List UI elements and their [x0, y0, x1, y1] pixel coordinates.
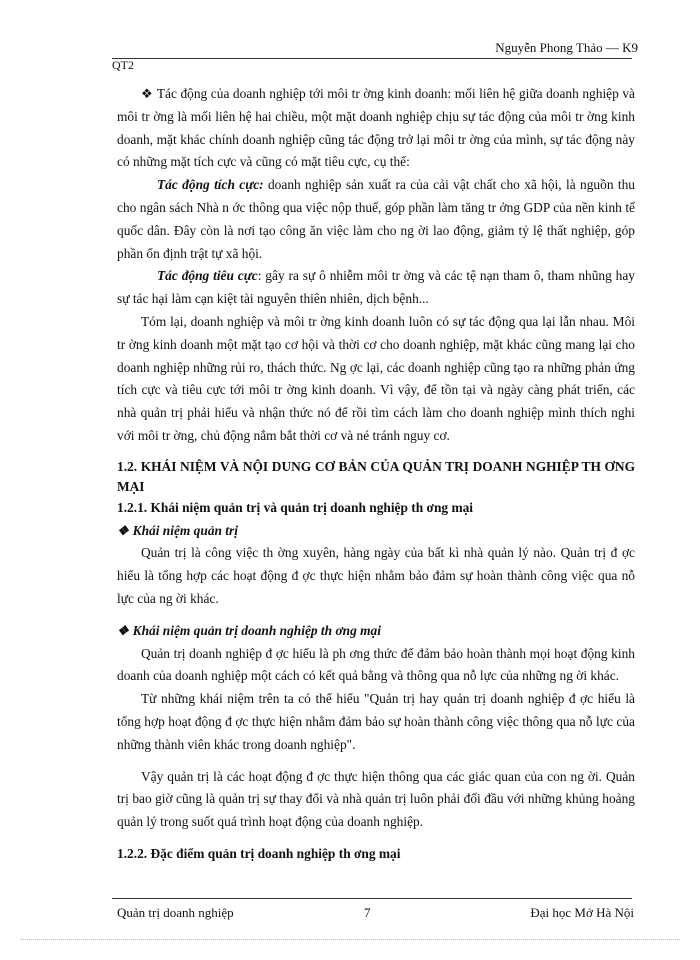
diamond-bullet-icon: ❖	[117, 522, 129, 538]
paragraph-3	[117, 265, 635, 311]
positive-impact-label: Tác động tích cực:	[157, 177, 264, 193]
bullet-heading-management-concept	[117, 520, 635, 543]
page-bottom-dotted-rule	[20, 939, 680, 940]
paragraph-1-text: Tác động của doanh nghiệp tới môi tr ờng kinh doanh: mối liên hệ giữa doanh nghiệp và môi tr ờng là mối liên hệ hai chiều, một mặt doanh nghiệp chịu sự tác động của môi tr ờng kinh doanh, mặt khác chính doanh nghiệp cũng tác động trở lại môi tr ờng của mình, sự tác động này có những mặt tích cực và cũng có mặt tiêu cực, cụ thể:	[117, 86, 635, 170]
bullet-heading-text: Khái niệm quản trị	[132, 522, 238, 538]
footer-university: Đại học Mở Hà Nội	[530, 905, 634, 920]
paragraph-6: Quản trị doanh nghiệp đ ợc hiểu là ph ơng thức để đảm bảo hoàn thành mọi hoạt động kinh doanh của doanh nghiệp một cách có kết quả bằng và thông qua nỗ lực của những ng ời khác.	[117, 645, 635, 684]
paragraph-2-text: doanh nghiệp sản xuất ra của cải vật chất cho xã hội, là nguồn thu cho ngân sách Nhà n ớc thông qua việc nộp thuế, góp phần làm tăng tr ởng GDP của nền kinh tế quốc dân. Đây còn là nơi tạo công ăn việc làm cho ng ời lao động, giảm tỷ lệ thất nghiệp, góp phần ổn định trật tự xã hội.	[117, 177, 635, 261]
bullet-heading-text: Khái niệm quản trị doanh nghiệp th ơng mại	[132, 622, 381, 638]
diamond-bullet-icon: ❖	[141, 86, 153, 101]
subsection-heading-1-2-2: 1.2.2. Đặc điểm quản trị doanh nghiệp th ơng mại	[117, 845, 401, 861]
negative-impact-label: Tác động tiêu cực	[157, 268, 258, 284]
diamond-bullet-icon: ❖	[117, 622, 129, 638]
header-author: Nguyễn Phong Thảo — K9	[495, 40, 638, 55]
section-heading-1-2: 1.2. KHÁI NIỆM VÀ NỘI DUNG CƠ BẢN CỦA QUẢN TRỊ DOANH NGHIỆP TH ƠNG MẠI	[117, 458, 635, 494]
header-class-code: QT2	[112, 58, 134, 72]
header-rule	[112, 58, 632, 59]
paragraph-8: Vậy quản trị là các hoạt động đ ợc thực hiện thông qua các giác quan của con ng ời. Quản trị bao giờ cũng là quản trị sự thay đổi và nhà quản trị luôn phải đối đầu với những khủng hoảng quản lý trong suốt quá trình hoạt động của doanh nghiệp.	[117, 768, 635, 830]
footer-rule	[112, 898, 632, 899]
subsection-heading-1-2-1: 1.2.1. Khái niệm quản trị và quản trị doanh nghiệp th ơng mại	[117, 499, 474, 515]
paragraph-4: Tóm lại, doanh nghiệp và môi tr ờng kinh doanh luôn có sự tác động qua lại lẫn nhau. Môi tr ờng kinh doanh một mặt tạo cơ hội và thời cơ cho doanh nghiệp, mặt khác cũng mang lại cho doanh nghiệp những rủi ro, thách thức. Ng ợc lại, các doanh nghiệp cũng tạo ra những phản ứng tích cực và tiêu cực tới môi tr ờng kinh doanh. Vì vậy, để tồn tại và ngày càng phát triển, các nhà quản trị phải hiểu và nhận thức nó để rồi tìm cách làm cho doanh nghiệp mình thích nghi với môi tr ờng, chủ động nắm bắt thời cơ và né tránh nguy cơ.	[117, 313, 635, 443]
footer-page-number: 7	[364, 905, 371, 920]
paragraph-1	[117, 83, 635, 174]
document-body	[117, 83, 635, 866]
paragraph-2	[117, 174, 635, 265]
paragraph-3-text: : gây ra sự ô nhiễm môi tr ờng và các tệ nạn tham ô, tham nhũng hay sự tác hại làm cạn kiệt tài nguyên thiên nhiên, dịch bệnh...	[117, 268, 635, 307]
paragraph-7: Từ những khái niệm trên ta có thể hiểu "Quản trị hay quản trị doanh nghiệp đ ợc hiểu là tổng hợp hoạt động đ ợc thực hiện nhằm đảm bảo sự hoàn thành công việc thông qua nỗ lực của những thành viên khác trong doanh nghiệp".	[117, 691, 635, 752]
bullet-heading-business-management	[117, 620, 635, 643]
paragraph-5: Quản trị là công việc th ờng xuyên, hàng ngày của bất kì nhà quản lý nào. Quản trị đ ợc hiểu là tổng hợp các hoạt động đ ợc thực hiện nhằm bảo đảm sự hoàn thành công việc qua nỗ lực của ng ời khác.	[117, 545, 635, 606]
footer-subject: Quản trị doanh nghiệp	[117, 905, 234, 920]
